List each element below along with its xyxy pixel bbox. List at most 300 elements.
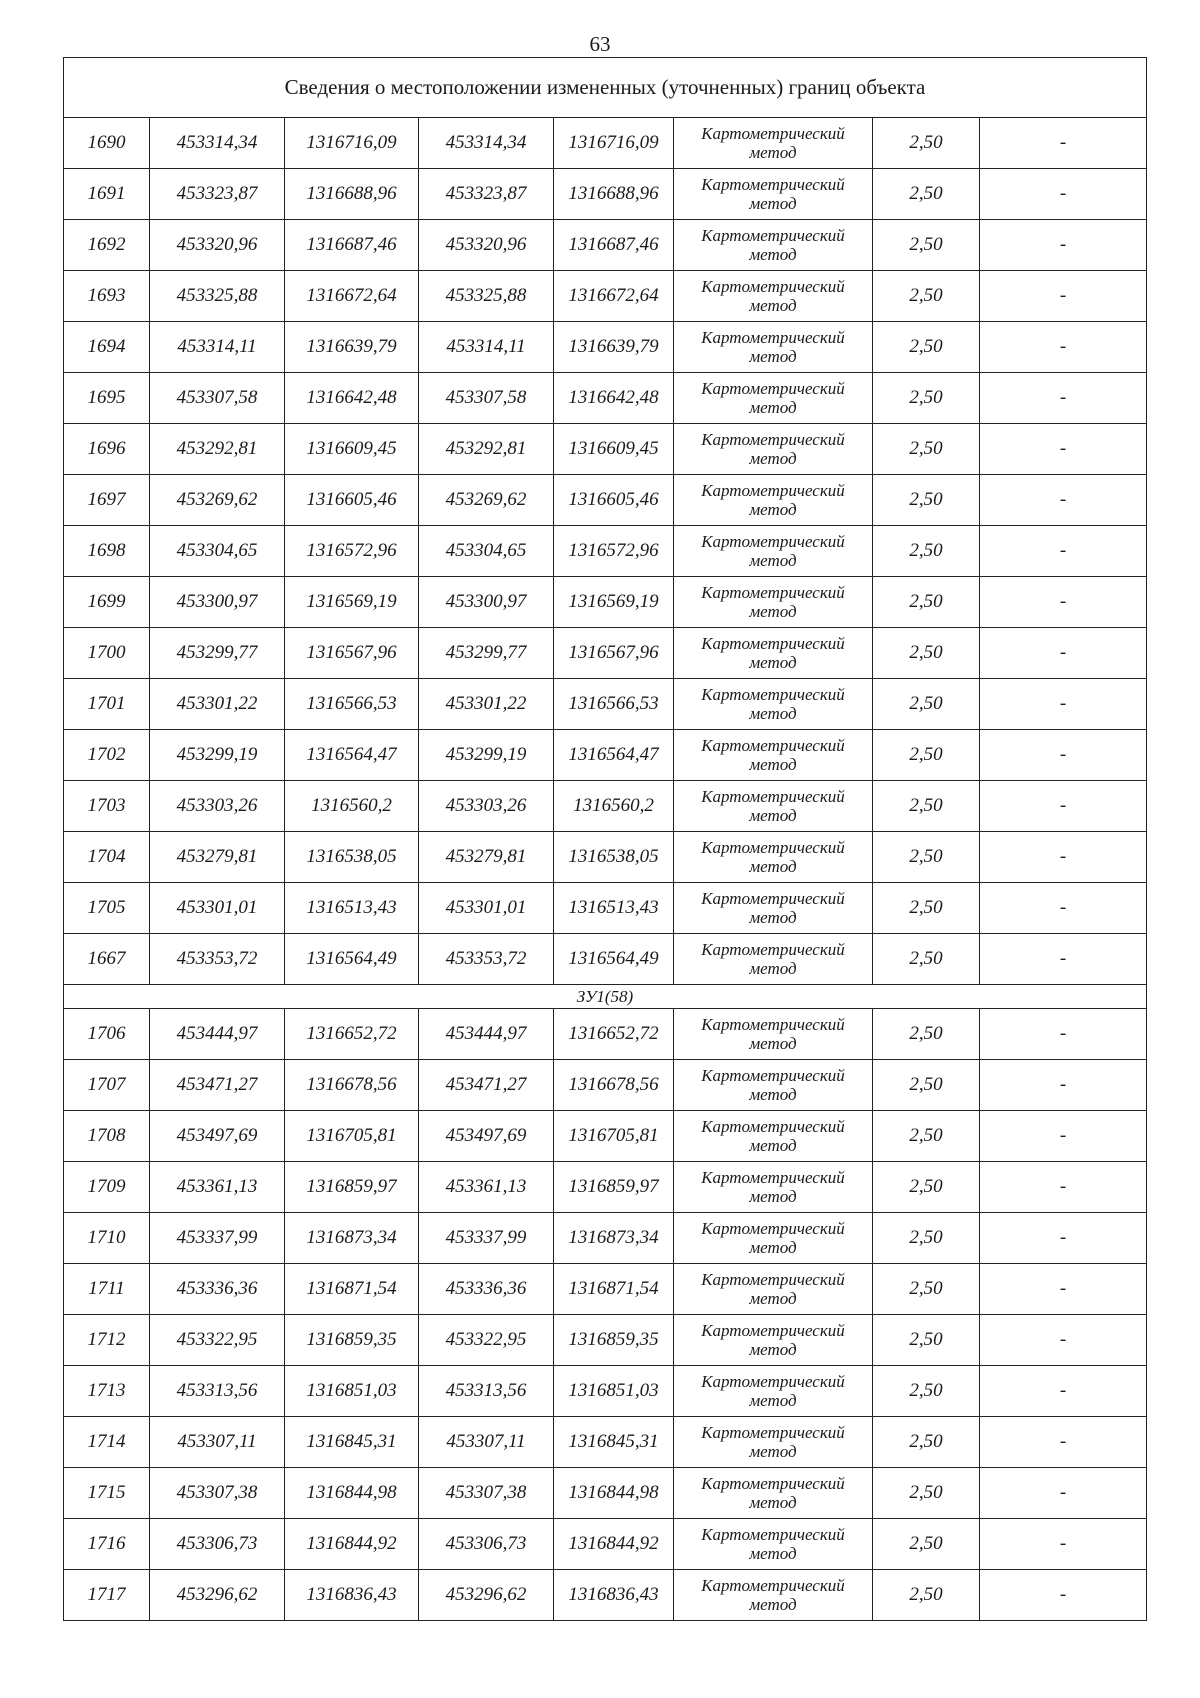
table-row bbox=[64, 118, 1147, 169]
old-x-coordinate: 453296,62 bbox=[150, 1570, 285, 1621]
old-y-coordinate: 1316678,56 bbox=[285, 1060, 419, 1111]
old-x-coordinate: 453471,27 bbox=[150, 1060, 285, 1111]
method-cell bbox=[674, 1315, 873, 1366]
table-row bbox=[64, 679, 1147, 730]
method-cell bbox=[674, 1519, 873, 1570]
new-x-coordinate: 453444,97 bbox=[419, 1009, 554, 1060]
accuracy-value: 2,50 bbox=[873, 883, 980, 934]
method-line1: Картометрический bbox=[701, 1117, 845, 1136]
table-row bbox=[64, 934, 1147, 985]
method-cell bbox=[674, 1570, 873, 1621]
table-row bbox=[64, 475, 1147, 526]
old-y-coordinate: 1316844,92 bbox=[285, 1519, 419, 1570]
note-value: - bbox=[980, 118, 1147, 169]
method-line2: метод bbox=[749, 1289, 797, 1308]
method-line1: Картометрический bbox=[701, 379, 845, 398]
method-line2: метод bbox=[749, 398, 797, 417]
new-x-coordinate: 453353,72 bbox=[419, 934, 554, 985]
method-line1: Картометрический bbox=[701, 736, 845, 755]
old-y-coordinate: 1316609,45 bbox=[285, 424, 419, 475]
note-value: - bbox=[980, 475, 1147, 526]
old-y-coordinate: 1316687,46 bbox=[285, 220, 419, 271]
method-line1: Картометрический bbox=[701, 889, 845, 908]
old-x-coordinate: 453303,26 bbox=[150, 781, 285, 832]
accuracy-value: 2,50 bbox=[873, 1060, 980, 1111]
method-line2: метод bbox=[749, 1136, 797, 1155]
old-y-coordinate: 1316845,31 bbox=[285, 1417, 419, 1468]
old-y-coordinate: 1316851,03 bbox=[285, 1366, 419, 1417]
point-number: 1712 bbox=[64, 1315, 150, 1366]
method-cell bbox=[674, 1468, 873, 1519]
new-y-coordinate: 1316859,35 bbox=[554, 1315, 674, 1366]
method-line2: метод bbox=[749, 1493, 797, 1512]
method-line1: Картометрический bbox=[701, 1525, 845, 1544]
new-y-coordinate: 1316871,54 bbox=[554, 1264, 674, 1315]
table-row bbox=[64, 526, 1147, 577]
point-number: 1711 bbox=[64, 1264, 150, 1315]
accuracy-value: 2,50 bbox=[873, 730, 980, 781]
old-y-coordinate: 1316639,79 bbox=[285, 322, 419, 373]
new-x-coordinate: 453307,11 bbox=[419, 1417, 554, 1468]
new-x-coordinate: 453269,62 bbox=[419, 475, 554, 526]
old-y-coordinate: 1316859,97 bbox=[285, 1162, 419, 1213]
new-y-coordinate: 1316845,31 bbox=[554, 1417, 674, 1468]
new-y-coordinate: 1316844,92 bbox=[554, 1519, 674, 1570]
point-number: 1692 bbox=[64, 220, 150, 271]
method-line2: метод bbox=[749, 959, 797, 978]
note-value: - bbox=[980, 832, 1147, 883]
method-cell bbox=[674, 424, 873, 475]
new-y-coordinate: 1316609,45 bbox=[554, 424, 674, 475]
point-number: 1707 bbox=[64, 1060, 150, 1111]
method-cell bbox=[674, 1366, 873, 1417]
new-y-coordinate: 1316652,72 bbox=[554, 1009, 674, 1060]
table-row bbox=[64, 1570, 1147, 1621]
old-x-coordinate: 453306,73 bbox=[150, 1519, 285, 1570]
note-value: - bbox=[980, 1417, 1147, 1468]
method-line2: метод bbox=[749, 1391, 797, 1410]
note-value: - bbox=[980, 628, 1147, 679]
method-cell bbox=[674, 169, 873, 220]
old-y-coordinate: 1316560,2 bbox=[285, 781, 419, 832]
note-value: - bbox=[980, 883, 1147, 934]
method-cell bbox=[674, 832, 873, 883]
old-x-coordinate: 453304,65 bbox=[150, 526, 285, 577]
old-x-coordinate: 453313,56 bbox=[150, 1366, 285, 1417]
method-line1: Картометрический bbox=[701, 787, 845, 806]
note-value: - bbox=[980, 1162, 1147, 1213]
note-value: - bbox=[980, 1009, 1147, 1060]
accuracy-value: 2,50 bbox=[873, 679, 980, 730]
note-value: - bbox=[980, 781, 1147, 832]
table-row bbox=[64, 1468, 1147, 1519]
method-line2: метод bbox=[749, 551, 797, 570]
new-x-coordinate: 453313,56 bbox=[419, 1366, 554, 1417]
accuracy-value: 2,50 bbox=[873, 628, 980, 679]
note-value: - bbox=[980, 1366, 1147, 1417]
method-cell bbox=[674, 679, 873, 730]
method-cell bbox=[674, 781, 873, 832]
point-number: 1710 bbox=[64, 1213, 150, 1264]
old-x-coordinate: 453323,87 bbox=[150, 169, 285, 220]
point-number: 1708 bbox=[64, 1111, 150, 1162]
new-y-coordinate: 1316873,34 bbox=[554, 1213, 674, 1264]
method-line1: Картометрический bbox=[701, 1372, 845, 1391]
old-y-coordinate: 1316716,09 bbox=[285, 118, 419, 169]
table-row bbox=[64, 1264, 1147, 1315]
new-y-coordinate: 1316567,96 bbox=[554, 628, 674, 679]
boundary-coordinates-table bbox=[63, 57, 1147, 1621]
method-cell bbox=[674, 526, 873, 577]
accuracy-value: 2,50 bbox=[873, 1519, 980, 1570]
point-number: 1697 bbox=[64, 475, 150, 526]
old-x-coordinate: 453314,11 bbox=[150, 322, 285, 373]
old-x-coordinate: 453299,77 bbox=[150, 628, 285, 679]
method-cell bbox=[674, 475, 873, 526]
new-y-coordinate: 1316538,05 bbox=[554, 832, 674, 883]
table-row bbox=[64, 271, 1147, 322]
old-x-coordinate: 453292,81 bbox=[150, 424, 285, 475]
table-row bbox=[64, 1060, 1147, 1111]
old-x-coordinate: 453320,96 bbox=[150, 220, 285, 271]
method-cell bbox=[674, 322, 873, 373]
point-number: 1706 bbox=[64, 1009, 150, 1060]
old-x-coordinate: 453307,38 bbox=[150, 1468, 285, 1519]
new-x-coordinate: 453279,81 bbox=[419, 832, 554, 883]
accuracy-value: 2,50 bbox=[873, 577, 980, 628]
accuracy-value: 2,50 bbox=[873, 169, 980, 220]
new-x-coordinate: 453325,88 bbox=[419, 271, 554, 322]
note-value: - bbox=[980, 373, 1147, 424]
table-row bbox=[64, 730, 1147, 781]
method-line2: метод bbox=[749, 806, 797, 825]
point-number: 1693 bbox=[64, 271, 150, 322]
table-row bbox=[64, 424, 1147, 475]
old-x-coordinate: 453301,22 bbox=[150, 679, 285, 730]
new-y-coordinate: 1316564,49 bbox=[554, 934, 674, 985]
accuracy-value: 2,50 bbox=[873, 934, 980, 985]
note-value: - bbox=[980, 934, 1147, 985]
new-x-coordinate: 453306,73 bbox=[419, 1519, 554, 1570]
note-value: - bbox=[980, 1315, 1147, 1366]
point-number: 1701 bbox=[64, 679, 150, 730]
page-number: 63 bbox=[589, 32, 611, 56]
new-x-coordinate: 453292,81 bbox=[419, 424, 554, 475]
method-line1: Картометрический bbox=[701, 277, 845, 296]
method-cell bbox=[674, 577, 873, 628]
accuracy-value: 2,50 bbox=[873, 1315, 980, 1366]
point-number: 1703 bbox=[64, 781, 150, 832]
new-x-coordinate: 453307,58 bbox=[419, 373, 554, 424]
new-x-coordinate: 453296,62 bbox=[419, 1570, 554, 1621]
old-x-coordinate: 453307,11 bbox=[150, 1417, 285, 1468]
old-y-coordinate: 1316564,49 bbox=[285, 934, 419, 985]
old-x-coordinate: 453322,95 bbox=[150, 1315, 285, 1366]
accuracy-value: 2,50 bbox=[873, 475, 980, 526]
new-y-coordinate: 1316566,53 bbox=[554, 679, 674, 730]
new-y-coordinate: 1316672,64 bbox=[554, 271, 674, 322]
point-number: 1716 bbox=[64, 1519, 150, 1570]
point-number: 1705 bbox=[64, 883, 150, 934]
method-cell bbox=[674, 1162, 873, 1213]
accuracy-value: 2,50 bbox=[873, 526, 980, 577]
point-number: 1704 bbox=[64, 832, 150, 883]
new-y-coordinate: 1316564,47 bbox=[554, 730, 674, 781]
method-line2: метод bbox=[749, 449, 797, 468]
old-y-coordinate: 1316513,43 bbox=[285, 883, 419, 934]
note-value: - bbox=[980, 169, 1147, 220]
method-cell bbox=[674, 730, 873, 781]
accuracy-value: 2,50 bbox=[873, 373, 980, 424]
accuracy-value: 2,50 bbox=[873, 118, 980, 169]
old-x-coordinate: 453269,62 bbox=[150, 475, 285, 526]
old-y-coordinate: 1316705,81 bbox=[285, 1111, 419, 1162]
point-number: 1691 bbox=[64, 169, 150, 220]
method-line2: метод bbox=[749, 653, 797, 672]
method-line1: Картометрический bbox=[701, 1576, 845, 1595]
method-cell bbox=[674, 883, 873, 934]
note-value: - bbox=[980, 526, 1147, 577]
point-number: 1717 bbox=[64, 1570, 150, 1621]
old-y-coordinate: 1316567,96 bbox=[285, 628, 419, 679]
old-x-coordinate: 453299,19 bbox=[150, 730, 285, 781]
point-number: 1698 bbox=[64, 526, 150, 577]
method-cell bbox=[674, 628, 873, 679]
accuracy-value: 2,50 bbox=[873, 1213, 980, 1264]
method-cell bbox=[674, 1111, 873, 1162]
method-cell bbox=[674, 220, 873, 271]
note-value: - bbox=[980, 1264, 1147, 1315]
new-x-coordinate: 453337,99 bbox=[419, 1213, 554, 1264]
new-y-coordinate: 1316687,46 bbox=[554, 220, 674, 271]
method-line2: метод bbox=[749, 500, 797, 519]
new-x-coordinate: 453336,36 bbox=[419, 1264, 554, 1315]
note-value: - bbox=[980, 1468, 1147, 1519]
method-line2: метод bbox=[749, 602, 797, 621]
table-row bbox=[64, 832, 1147, 883]
old-y-coordinate: 1316564,47 bbox=[285, 730, 419, 781]
old-y-coordinate: 1316642,48 bbox=[285, 373, 419, 424]
new-x-coordinate: 453314,34 bbox=[419, 118, 554, 169]
method-line2: метод bbox=[749, 1187, 797, 1206]
method-line2: метод bbox=[749, 755, 797, 774]
method-line1: Картометрический bbox=[701, 1066, 845, 1085]
method-cell bbox=[674, 373, 873, 424]
method-line1: Картометрический bbox=[701, 430, 845, 449]
method-line1: Картометрический bbox=[701, 1270, 845, 1289]
old-y-coordinate: 1316572,96 bbox=[285, 526, 419, 577]
table-title-row bbox=[64, 58, 1147, 118]
table-row bbox=[64, 1315, 1147, 1366]
method-line2: метод bbox=[749, 296, 797, 315]
old-y-coordinate: 1316859,35 bbox=[285, 1315, 419, 1366]
table-row bbox=[64, 322, 1147, 373]
new-y-coordinate: 1316572,96 bbox=[554, 526, 674, 577]
method-line2: метод bbox=[749, 908, 797, 927]
old-x-coordinate: 453337,99 bbox=[150, 1213, 285, 1264]
old-x-coordinate: 453307,58 bbox=[150, 373, 285, 424]
accuracy-value: 2,50 bbox=[873, 1264, 980, 1315]
new-y-coordinate: 1316513,43 bbox=[554, 883, 674, 934]
old-y-coordinate: 1316652,72 bbox=[285, 1009, 419, 1060]
method-line2: метод bbox=[749, 1595, 797, 1614]
section-header-row bbox=[64, 985, 1147, 1009]
point-number: 1700 bbox=[64, 628, 150, 679]
accuracy-value: 2,50 bbox=[873, 1570, 980, 1621]
method-line1: Картометрический bbox=[701, 532, 845, 551]
method-line1: Картометрический bbox=[701, 226, 845, 245]
table-row bbox=[64, 1162, 1147, 1213]
new-y-coordinate: 1316642,48 bbox=[554, 373, 674, 424]
method-line2: метод bbox=[749, 143, 797, 162]
old-y-coordinate: 1316871,54 bbox=[285, 1264, 419, 1315]
note-value: - bbox=[980, 271, 1147, 322]
new-x-coordinate: 453299,19 bbox=[419, 730, 554, 781]
table-row bbox=[64, 1009, 1147, 1060]
point-number: 1667 bbox=[64, 934, 150, 985]
new-x-coordinate: 453322,95 bbox=[419, 1315, 554, 1366]
note-value: - bbox=[980, 1213, 1147, 1264]
point-number: 1695 bbox=[64, 373, 150, 424]
new-x-coordinate: 453299,77 bbox=[419, 628, 554, 679]
method-line1: Картометрический bbox=[701, 838, 845, 857]
note-value: - bbox=[980, 322, 1147, 373]
table-row bbox=[64, 169, 1147, 220]
new-x-coordinate: 453303,26 bbox=[419, 781, 554, 832]
point-number: 1694 bbox=[64, 322, 150, 373]
method-line2: метод bbox=[749, 1085, 797, 1104]
note-value: - bbox=[980, 1111, 1147, 1162]
old-x-coordinate: 453444,97 bbox=[150, 1009, 285, 1060]
new-y-coordinate: 1316569,19 bbox=[554, 577, 674, 628]
section-label: ЗУ1(58) bbox=[64, 985, 1147, 1009]
method-line1: Картометрический bbox=[701, 1321, 845, 1340]
method-line2: метод bbox=[749, 1238, 797, 1257]
old-x-coordinate: 453314,34 bbox=[150, 118, 285, 169]
table-row bbox=[64, 220, 1147, 271]
old-y-coordinate: 1316672,64 bbox=[285, 271, 419, 322]
old-x-coordinate: 453325,88 bbox=[150, 271, 285, 322]
old-y-coordinate: 1316688,96 bbox=[285, 169, 419, 220]
new-y-coordinate: 1316859,97 bbox=[554, 1162, 674, 1213]
method-cell bbox=[674, 1417, 873, 1468]
point-number: 1702 bbox=[64, 730, 150, 781]
new-x-coordinate: 453304,65 bbox=[419, 526, 554, 577]
table-row bbox=[64, 883, 1147, 934]
point-number: 1699 bbox=[64, 577, 150, 628]
method-cell bbox=[674, 1213, 873, 1264]
old-x-coordinate: 453301,01 bbox=[150, 883, 285, 934]
table-row bbox=[64, 577, 1147, 628]
new-x-coordinate: 453497,69 bbox=[419, 1111, 554, 1162]
method-cell bbox=[674, 1060, 873, 1111]
new-x-coordinate: 453314,11 bbox=[419, 322, 554, 373]
method-line1: Картометрический bbox=[701, 175, 845, 194]
method-line1: Картометрический bbox=[701, 1219, 845, 1238]
point-number: 1714 bbox=[64, 1417, 150, 1468]
old-x-coordinate: 453497,69 bbox=[150, 1111, 285, 1162]
old-x-coordinate: 453300,97 bbox=[150, 577, 285, 628]
note-value: - bbox=[980, 679, 1147, 730]
new-y-coordinate: 1316688,96 bbox=[554, 169, 674, 220]
accuracy-value: 2,50 bbox=[873, 1417, 980, 1468]
note-value: - bbox=[980, 577, 1147, 628]
new-y-coordinate: 1316844,98 bbox=[554, 1468, 674, 1519]
method-line1: Картометрический bbox=[701, 940, 845, 959]
table-row bbox=[64, 628, 1147, 679]
new-y-coordinate: 1316678,56 bbox=[554, 1060, 674, 1111]
new-y-coordinate: 1316716,09 bbox=[554, 118, 674, 169]
new-y-coordinate: 1316836,43 bbox=[554, 1570, 674, 1621]
point-number: 1690 bbox=[64, 118, 150, 169]
accuracy-value: 2,50 bbox=[873, 1468, 980, 1519]
new-x-coordinate: 453471,27 bbox=[419, 1060, 554, 1111]
note-value: - bbox=[980, 424, 1147, 475]
method-line1: Картометрический bbox=[701, 1474, 845, 1493]
method-line2: метод bbox=[749, 245, 797, 264]
table-row bbox=[64, 1213, 1147, 1264]
old-x-coordinate: 453361,13 bbox=[150, 1162, 285, 1213]
note-value: - bbox=[980, 1060, 1147, 1111]
table-title: Сведения о местоположении измененных (уточненных) границ объекта bbox=[64, 58, 1147, 118]
table-row bbox=[64, 1519, 1147, 1570]
method-line2: метод bbox=[749, 347, 797, 366]
method-line1: Картометрический bbox=[701, 124, 845, 143]
old-y-coordinate: 1316873,34 bbox=[285, 1213, 419, 1264]
new-x-coordinate: 453320,96 bbox=[419, 220, 554, 271]
old-x-coordinate: 453336,36 bbox=[150, 1264, 285, 1315]
method-line2: метод bbox=[749, 1034, 797, 1053]
old-y-coordinate: 1316569,19 bbox=[285, 577, 419, 628]
accuracy-value: 2,50 bbox=[873, 1009, 980, 1060]
old-y-coordinate: 1316566,53 bbox=[285, 679, 419, 730]
new-x-coordinate: 453307,38 bbox=[419, 1468, 554, 1519]
method-line2: метод bbox=[749, 857, 797, 876]
table-row bbox=[64, 1111, 1147, 1162]
table-row bbox=[64, 781, 1147, 832]
old-y-coordinate: 1316605,46 bbox=[285, 475, 419, 526]
note-value: - bbox=[980, 730, 1147, 781]
old-y-coordinate: 1316844,98 bbox=[285, 1468, 419, 1519]
new-x-coordinate: 453361,13 bbox=[419, 1162, 554, 1213]
method-line2: метод bbox=[749, 1442, 797, 1461]
accuracy-value: 2,50 bbox=[873, 322, 980, 373]
table-row bbox=[64, 1417, 1147, 1468]
method-line1: Картометрический bbox=[701, 328, 845, 347]
point-number: 1696 bbox=[64, 424, 150, 475]
new-x-coordinate: 453323,87 bbox=[419, 169, 554, 220]
method-line2: метод bbox=[749, 704, 797, 723]
method-line1: Картометрический bbox=[701, 1168, 845, 1187]
method-line1: Картометрический bbox=[701, 685, 845, 704]
new-x-coordinate: 453301,22 bbox=[419, 679, 554, 730]
method-line1: Картометрический bbox=[701, 1423, 845, 1442]
accuracy-value: 2,50 bbox=[873, 1366, 980, 1417]
accuracy-value: 2,50 bbox=[873, 424, 980, 475]
method-cell bbox=[674, 271, 873, 322]
method-line2: метод bbox=[749, 1544, 797, 1563]
accuracy-value: 2,50 bbox=[873, 1162, 980, 1213]
new-y-coordinate: 1316851,03 bbox=[554, 1366, 674, 1417]
new-x-coordinate: 453300,97 bbox=[419, 577, 554, 628]
method-line1: Картометрический bbox=[701, 583, 845, 602]
method-cell bbox=[674, 118, 873, 169]
method-line1: Картометрический bbox=[701, 481, 845, 500]
method-cell bbox=[674, 934, 873, 985]
new-x-coordinate: 453301,01 bbox=[419, 883, 554, 934]
old-y-coordinate: 1316836,43 bbox=[285, 1570, 419, 1621]
new-y-coordinate: 1316705,81 bbox=[554, 1111, 674, 1162]
